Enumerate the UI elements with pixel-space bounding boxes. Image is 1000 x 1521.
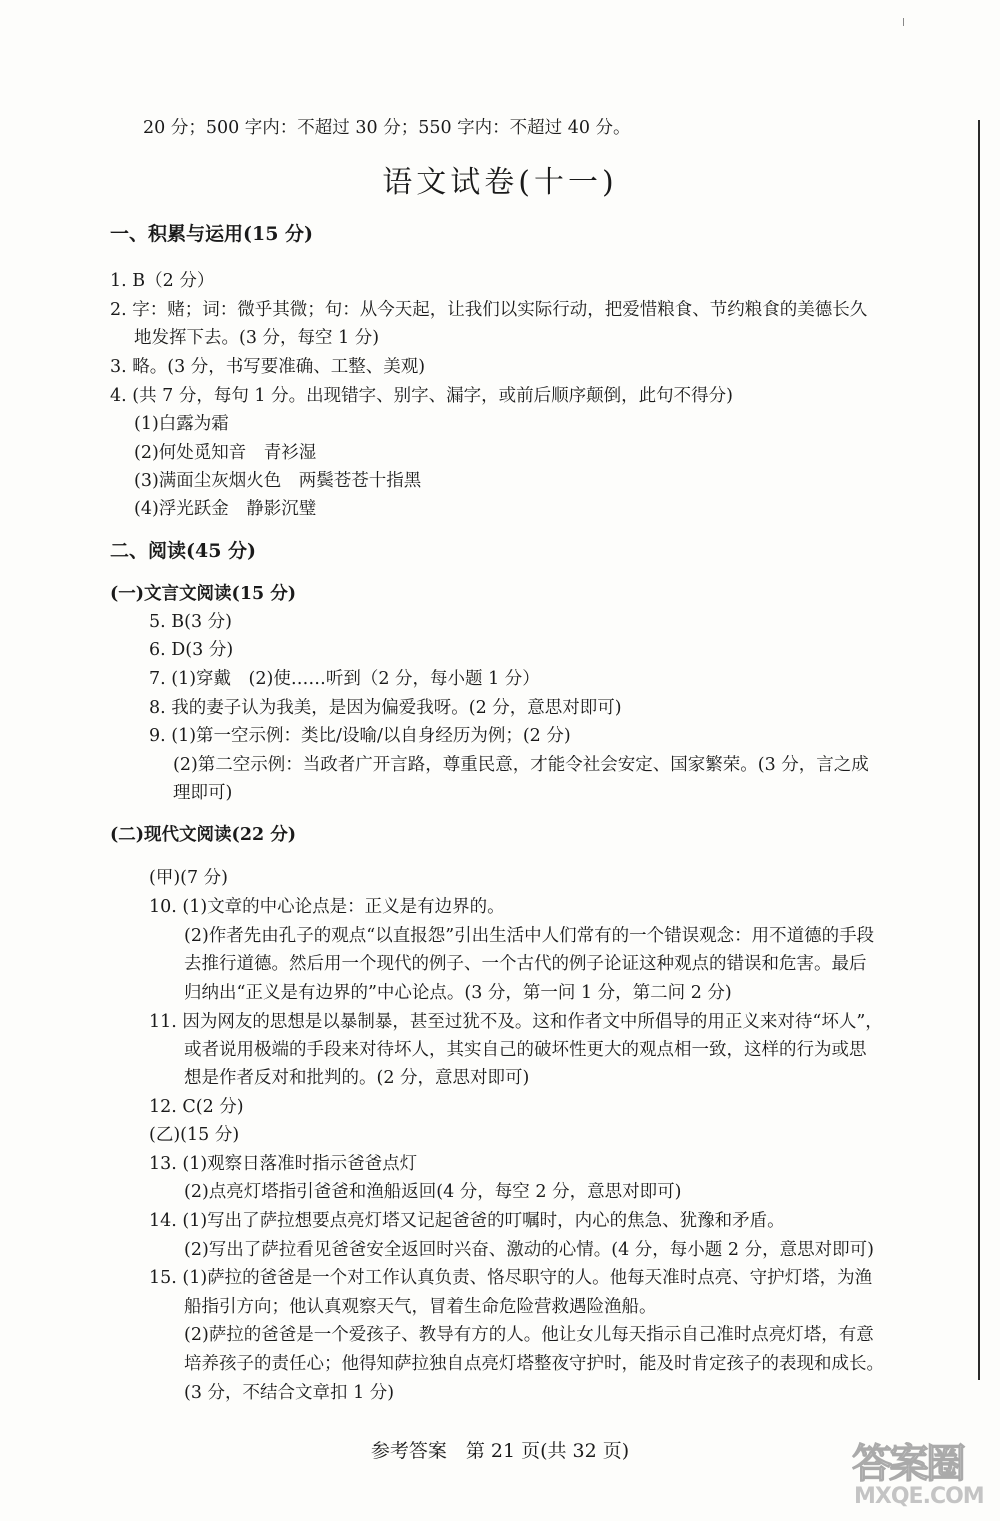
answer-line: 船指引方向；他认真观察天气，冒着生命危险营救遇险渔船。 xyxy=(184,1297,657,1317)
page-title: 语文试卷(十一) xyxy=(382,165,618,200)
section2-heading: 二、阅读(45 分) xyxy=(110,540,257,562)
answer-line: 7. (1)穿戴 (2)使……听到（2 分，每小题 1 分） xyxy=(149,669,540,689)
answer-line: 归纳出“正义是有边界的”中心论点。(3 分，第一问 1 分，第二问 2 分) xyxy=(184,983,732,1003)
scan-tick-mark xyxy=(903,18,904,26)
watermark xyxy=(852,1432,982,1512)
answer-line: (2)何处觅知音 青衫湿 xyxy=(134,443,317,463)
sub1-heading: (一)文言文阅读(15 分) xyxy=(110,584,297,604)
answer-line: (甲)(7 分) xyxy=(149,868,229,888)
answer-line: 5. B(3 分) xyxy=(149,612,232,632)
answer-line: 15. (1)萨拉的爸爸是一个对工作认真负责、恪尽职守的人。他每天准时点亮、守护灯塔，为渔 xyxy=(149,1268,873,1288)
answer-line: 13. (1)观察日落准时指示爸爸点灯 xyxy=(149,1154,418,1174)
answer-line: (2)点亮灯塔指引爸爸和渔船返回(4 分，每空 2 分，意思对即可) xyxy=(184,1182,682,1202)
answer-line: 去推行道德。然后用一个现代的例子、一个古代的例子论证这种观点的错误和危害。最后 xyxy=(184,954,867,974)
answer-line: (乙)(15 分) xyxy=(149,1125,240,1145)
answer-line: (2)写出了萨拉看见爸爸安全返回时兴奋、激动的心情。(4 分，每小题 2 分，意思对即可) xyxy=(184,1240,874,1260)
answer-line: (3)满面尘灰烟火色 两鬓苍苍十指黑 xyxy=(134,471,422,491)
answer-line: 理即可) xyxy=(173,783,233,803)
answer-line: 9. (1)第一空示例：类比/设喻/以自身经历为例；(2 分) xyxy=(149,726,571,746)
watermark-url: MXQE.COM xyxy=(854,1484,984,1509)
answer-line: 12. C(2 分) xyxy=(149,1097,244,1117)
top-line: 20 分；500 字内：不超过 30 分；550 字内：不超过 40 分。 xyxy=(143,118,631,138)
answer-line: 地发挥下去。(3 分，每空 1 分) xyxy=(134,328,380,348)
answer-line: (1)白露为霜 xyxy=(134,414,229,434)
answer-line: (4)浮光跃金 静影沉璧 xyxy=(134,499,317,519)
answer-line: 1. B（2 分） xyxy=(110,271,215,291)
answer-line: 2. 字：赌；词：微乎其微；句：从今天起，让我们以实际行动，把爱惜粮食、节约粮食的美德长久 xyxy=(110,300,868,320)
answer-line: 或者说用极端的手段来对待坏人，其实自己的破坏性更大的观点相一致，这样的行为或思 xyxy=(184,1040,867,1060)
section1-heading: 一、积累与运用(15 分) xyxy=(110,223,314,245)
page-footer: 参考答案 第 21 页(共 32 页) xyxy=(370,1440,630,1462)
sub2-heading: (二)现代文阅读(22 分) xyxy=(110,825,297,845)
answer-line: (2)萨拉的爸爸是一个爱孩子、教导有方的人。他让女儿每天指示自己准时点亮灯塔，有意 xyxy=(184,1325,874,1345)
answer-line: 3. 略。(3 分，书写要准确、工整、美观) xyxy=(110,357,426,377)
answer-line: 8. 我的妻子认为我美，是因为偏爱我呀。(2 分，意思对即可) xyxy=(149,698,622,718)
answer-line: 培养孩子的责任心；他得知萨拉独自点亮灯塔整夜守护时，能及时肯定孩子的表现和成长。 xyxy=(184,1354,884,1374)
answer-line: 想是作者反对和批判的。(2 分，意思对即可) xyxy=(184,1068,530,1088)
answer-line: (2)第二空示例：当政者广开言路，尊重民意，才能令社会安定、国家繁荣。(3 分，言之成 xyxy=(173,755,869,775)
answer-line: 11. 因为网友的思想是以暴制暴，甚至过犹不及。这和作者文中所倡导的用正义来对待“坏人”， xyxy=(149,1012,883,1032)
answer-line: 10. (1)文章的中心论点是：正义是有边界的。 xyxy=(149,897,505,917)
answer-line: (2)作者先由孔子的观点“以直报怨”引出生活中人们常有的一个错误观念：用不道德的手段 xyxy=(184,926,875,946)
answer-line: 14. (1)写出了萨拉想要点亮灯塔又记起爸爸的叮嘱时，内心的焦急、犹豫和矛盾。 xyxy=(149,1211,785,1231)
answer-line: 4. (共 7 分，每句 1 分。出现错字、别字、漏字，或前后顺序颠倒，此句不得分) xyxy=(110,386,733,406)
watermark-logo: 答案圈 xyxy=(852,1441,963,1487)
answer-line: 6. D(3 分) xyxy=(149,640,234,660)
answer-line: (3 分，不结合文章扣 1 分) xyxy=(184,1383,395,1403)
page-edge-line xyxy=(978,120,980,1380)
